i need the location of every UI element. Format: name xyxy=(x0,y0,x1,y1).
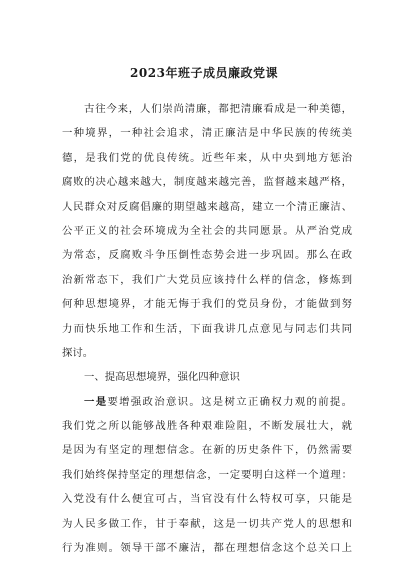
paragraph-line: 为人民多做工作，甘于奉献，这是一切共产党人的思想和 xyxy=(62,517,352,530)
paragraph-line-lead xyxy=(62,390,352,414)
paragraph-line: 力而快乐地工作和生活，下面我讲几点意见与同志们共同 xyxy=(62,322,352,335)
lead-word: 一是 xyxy=(84,395,108,408)
paragraph-line: 德，是我们党的优良传统。近些年来，从中央到地方惩治 xyxy=(62,151,352,164)
paragraph-line: 我们始终保持坚定的理想信念，一定要明白这样一个道理： xyxy=(62,468,352,481)
document-title: 2023年班子成员廉政党课 xyxy=(130,66,278,80)
paragraph-line: 行为准则。领导干部不廉洁，都在理想信念这个总关口上 xyxy=(62,542,352,555)
paragraph-line: 人民群众对反腐倡廉的期望越来越高，建立一个清正廉洁、 xyxy=(62,200,352,213)
paragraph-line: 公平正义的社会环境成为全社会的共同愿景。从严治党成 xyxy=(62,224,352,237)
paragraph-line: 我们党之所以能够战胜各种艰难险阻，不断发展壮大，就 xyxy=(62,420,352,433)
paragraph-line: 是因为有坚定的理想信念。在新的历史条件下，仍然需要 xyxy=(62,444,352,457)
paragraph-line: 为常态，反腐败斗争压倒性态势会进一步巩固。那么在政 xyxy=(62,249,352,262)
section-heading: 一、提高思想境界，强化四种意识 xyxy=(84,371,240,384)
paragraph-line: 探讨。 xyxy=(62,346,94,359)
document-body xyxy=(62,97,352,560)
paragraph-line: 一种境界，一种社会追求，清正廉洁是中华民族的传统美 xyxy=(62,127,352,140)
paragraph-line: 腐败的决心越来越大，制度越来越完善，监督越来越严格， xyxy=(62,176,352,189)
paragraph-line: 治新常态下，我们广大党员应该持什么样的信念，修炼到 xyxy=(62,273,352,286)
lead-line-text: 要增强政治意识。这是树立正确权力观的前提。 xyxy=(107,395,352,408)
paragraph-line: 何种思想境界，才能无悔于我们的党员身份，才能做到努 xyxy=(62,298,352,311)
paragraph-line: 古往今来，人们崇尚清廉，都把清廉看成是一种美德， xyxy=(84,103,352,115)
paragraph-line: 入党没有什么便宜可占，当官没有什么特权可享，只能是 xyxy=(62,493,352,506)
